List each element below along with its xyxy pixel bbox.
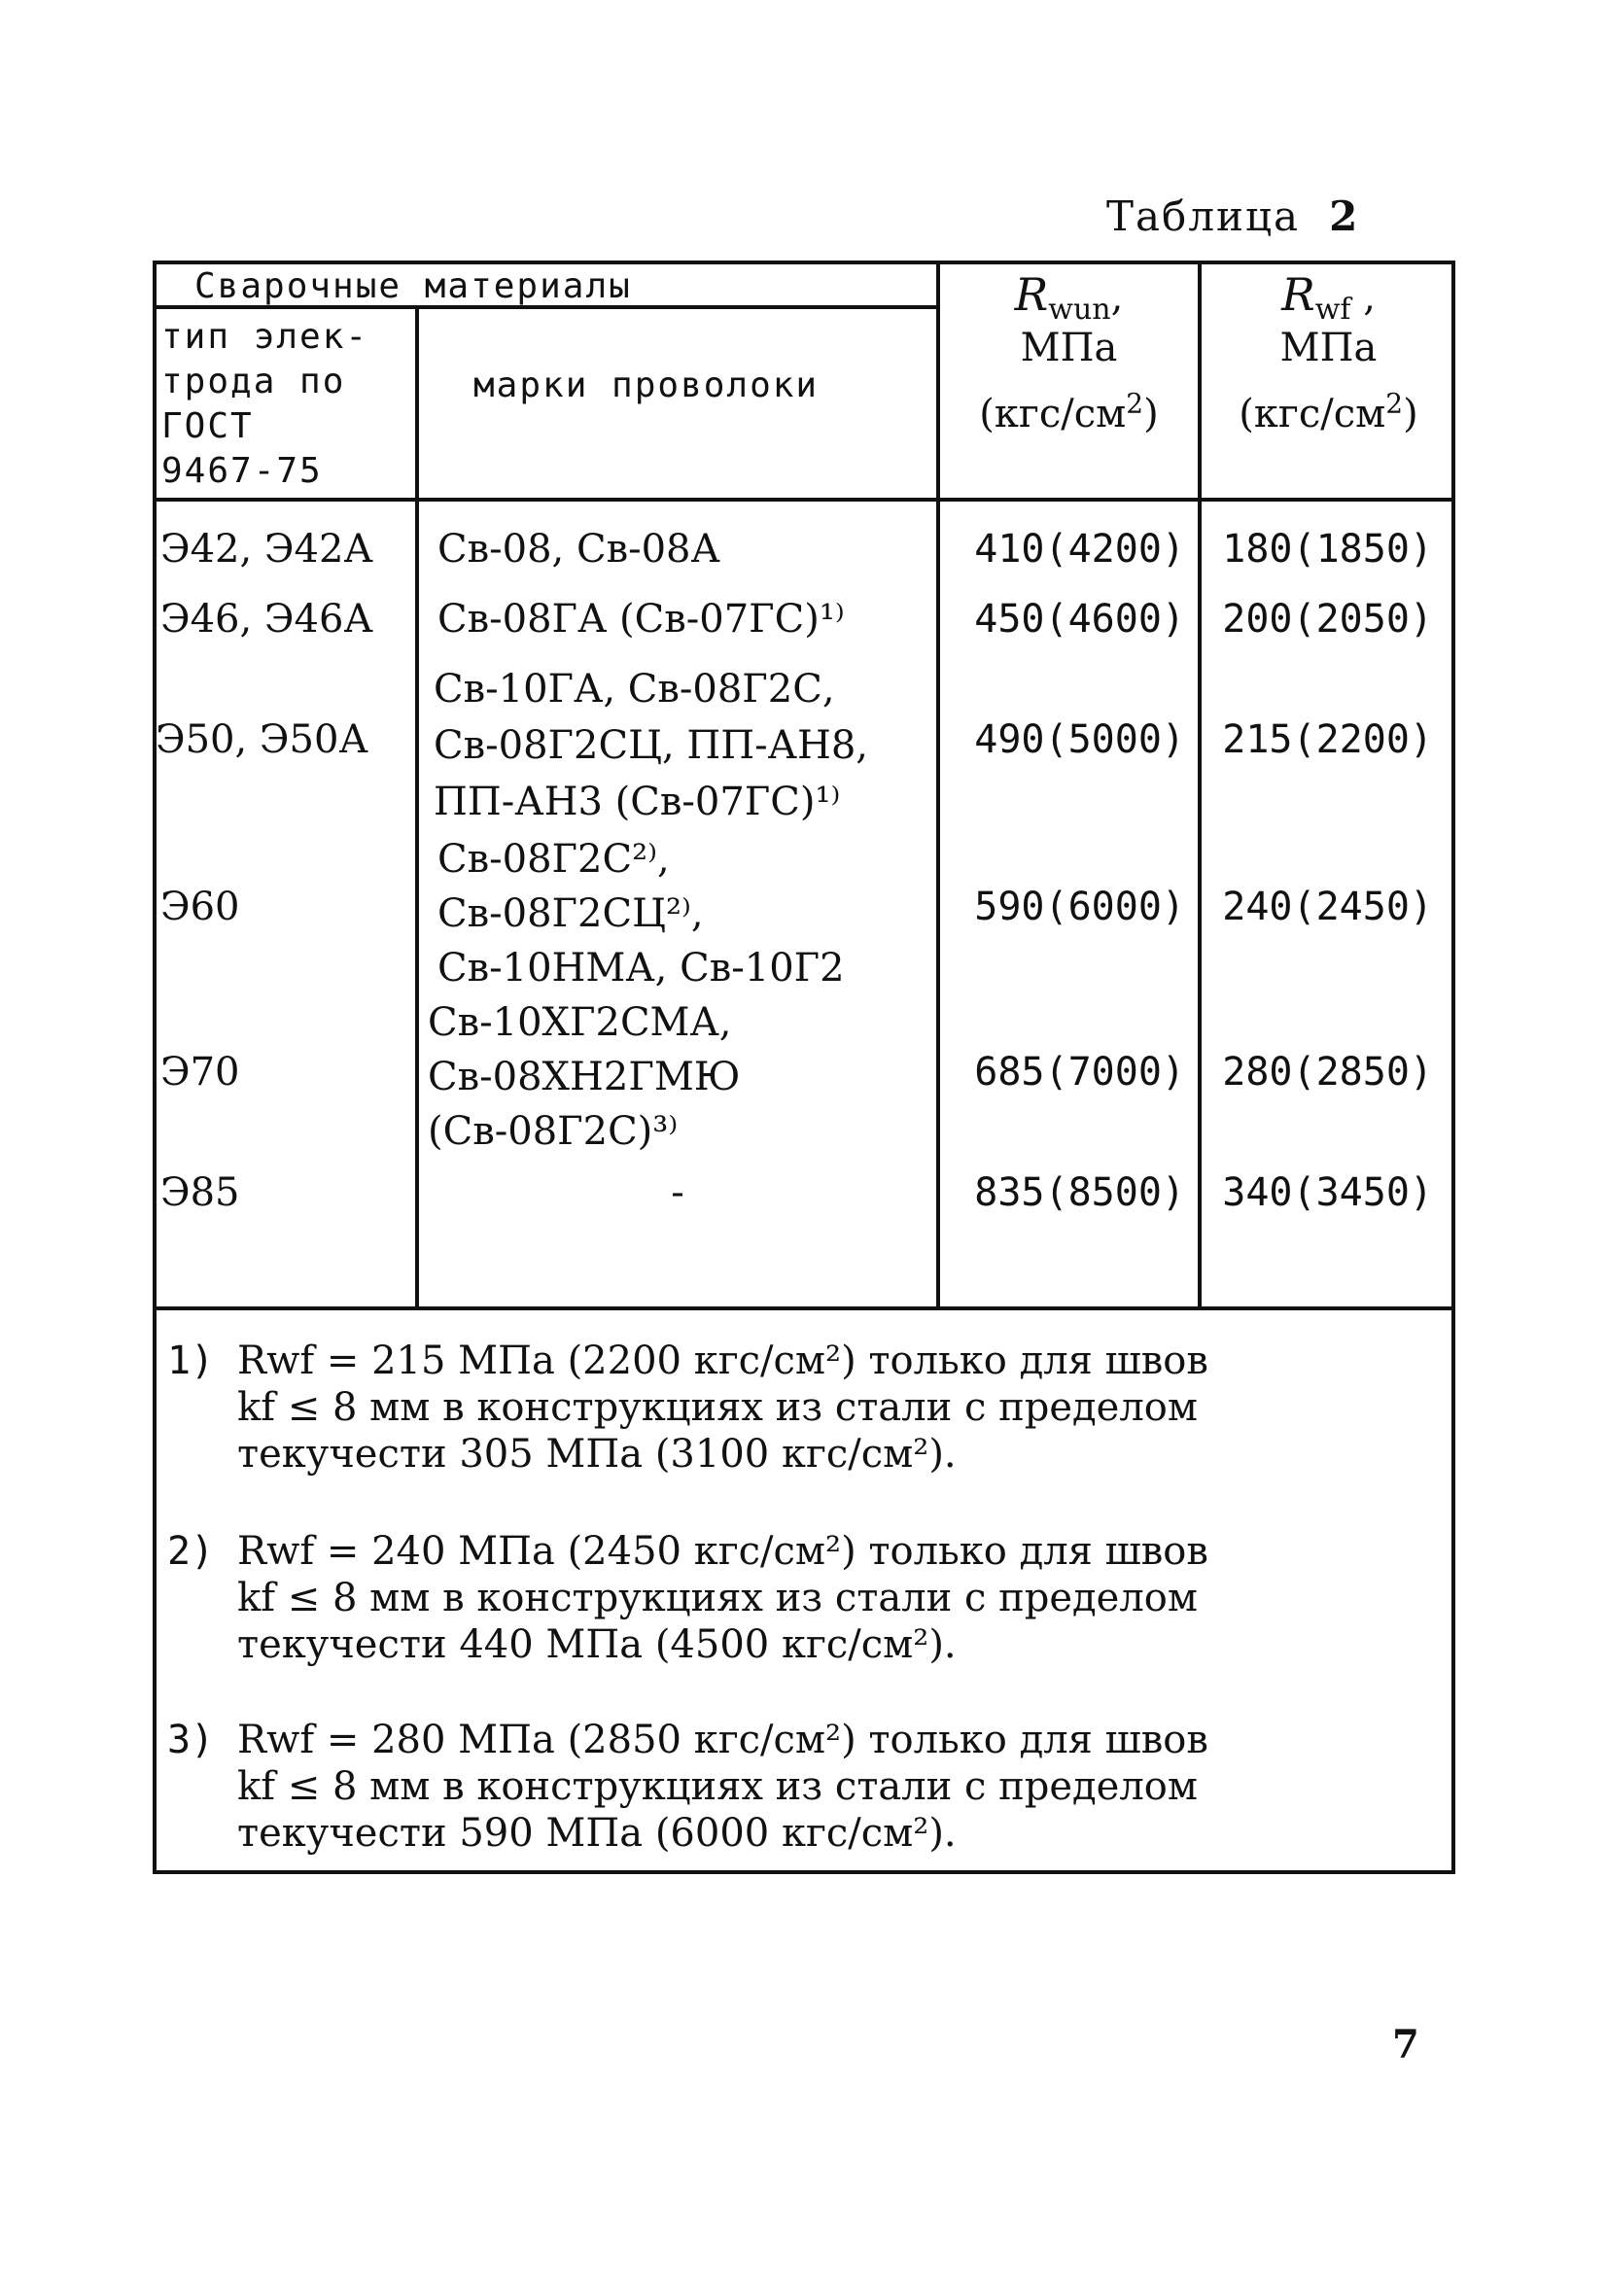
header-electrode-line: трода по [161, 362, 346, 401]
table-row-wire: Св-10ХГ2СМА, Св-08ХН2ГМЮ (Св-08Г2С)³⁾ [428, 1000, 741, 1154]
table-row-rwun: 835(8500) [974, 1170, 1185, 1215]
page-number: 7 [1392, 2022, 1419, 2068]
table-caption-number: 2 [1329, 192, 1360, 240]
table-row-electrode: Э60 [160, 885, 240, 929]
table-caption [1106, 192, 1359, 240]
table-row-electrode: Э46, Э46А [160, 597, 373, 642]
table-row-rwf: 240(2450) [1222, 885, 1433, 929]
table-row-rwun: 410(4200) [974, 527, 1185, 572]
table-row-rwf: 200(2050) [1222, 597, 1433, 642]
header-rwf-unit: МПа [1279, 326, 1378, 370]
table-row-electrode: Э70 [160, 1050, 240, 1095]
table-body-bottom-line [153, 1306, 1455, 1310]
table-row-rwun: 490(5000) [974, 717, 1185, 762]
header-electrode-line: 9467-75 [161, 451, 323, 491]
table-caption-label: Таблица [1106, 192, 1301, 240]
col-divider-wire-start [415, 307, 419, 1310]
table-row-electrode: Э50, Э50А [156, 717, 368, 762]
footnote-number: 2) [167, 1529, 215, 1574]
header-rwun-symbol: $R_{wun}$, [1014, 268, 1124, 327]
header-electrode-line: тип элек- [161, 317, 369, 357]
footnote-text: Rwf = 215 МПа (2200 кгс/см²) только для швов kf ≤ 8 мм в конструкциях из стали с пределом текучести 305 МПа (3100 кгс/см²). [237, 1339, 1208, 1477]
table-row-wire: Св-08, Св-08А [437, 527, 720, 572]
footnote-text: Rwf = 240 МПа (2450 кгс/см²) только для швов kf ≤ 8 мм в конструкциях из стали с пределом текучести 440 МПа (4500 кгс/см²). [237, 1529, 1208, 1667]
table-row-electrode: Э42, Э42А [160, 527, 373, 572]
header-rwun-unit2: $(кгс/см^2)$ [979, 387, 1159, 436]
table-row-wire: Св-08ГА (Св-07ГС)¹⁾ [437, 597, 845, 642]
footnote-text: Rwf = 280 МПа (2850 кгс/см²) только для швов kf ≤ 8 мм в конструкциях из стали с пределом текучести 590 МПа (6000 кгс/см²). [237, 1718, 1208, 1856]
header-bottom-line [153, 498, 1455, 502]
table-row-rwf: 280(2850) [1222, 1050, 1433, 1095]
table-row-rwf: 215(2200) [1222, 717, 1433, 762]
table-row-wire: Св-10ГА, Св-08Г2С, Св-08Г2СЦ, ПП-АН8, ПП-АН3 (Св-07ГС)¹⁾ [434, 667, 869, 824]
table-row-electrode: Э85 [160, 1170, 240, 1215]
table-row-rwun: 685(7000) [974, 1050, 1185, 1095]
header-rwf [1202, 268, 1455, 436]
header-rwun-unit: МПа [1020, 326, 1118, 370]
table-row-wire: Св-08Г2С²⁾, Св-08Г2СЦ²⁾, Св-10НМА, Св-10Г2 [437, 837, 845, 991]
table-row-rwf: 340(3450) [1222, 1170, 1433, 1215]
header-electrode-type [161, 315, 409, 494]
footnote [167, 1528, 1431, 1668]
footnote-number: 1) [167, 1339, 215, 1383]
header-rwun [940, 268, 1198, 436]
table-row-wire: - [671, 1170, 684, 1215]
header-rwf-symbol: $R_{wf}$ , [1281, 268, 1376, 327]
header-rwf-unit2: $(кгс/см^2)$ [1239, 387, 1418, 436]
table-row-rwf: 180(1850) [1222, 527, 1433, 572]
header-group-title: Сварочные материалы [194, 266, 632, 306]
table-row-rwun: 590(6000) [974, 885, 1185, 929]
header-electrode-line: ГОСТ [161, 406, 254, 446]
footnote-number: 3) [167, 1718, 215, 1762]
header-wire-brands: марки проволоки [473, 365, 820, 405]
footnote [167, 1717, 1431, 1857]
footnote [167, 1338, 1431, 1478]
table-row-rwun: 450(4600) [974, 597, 1185, 642]
